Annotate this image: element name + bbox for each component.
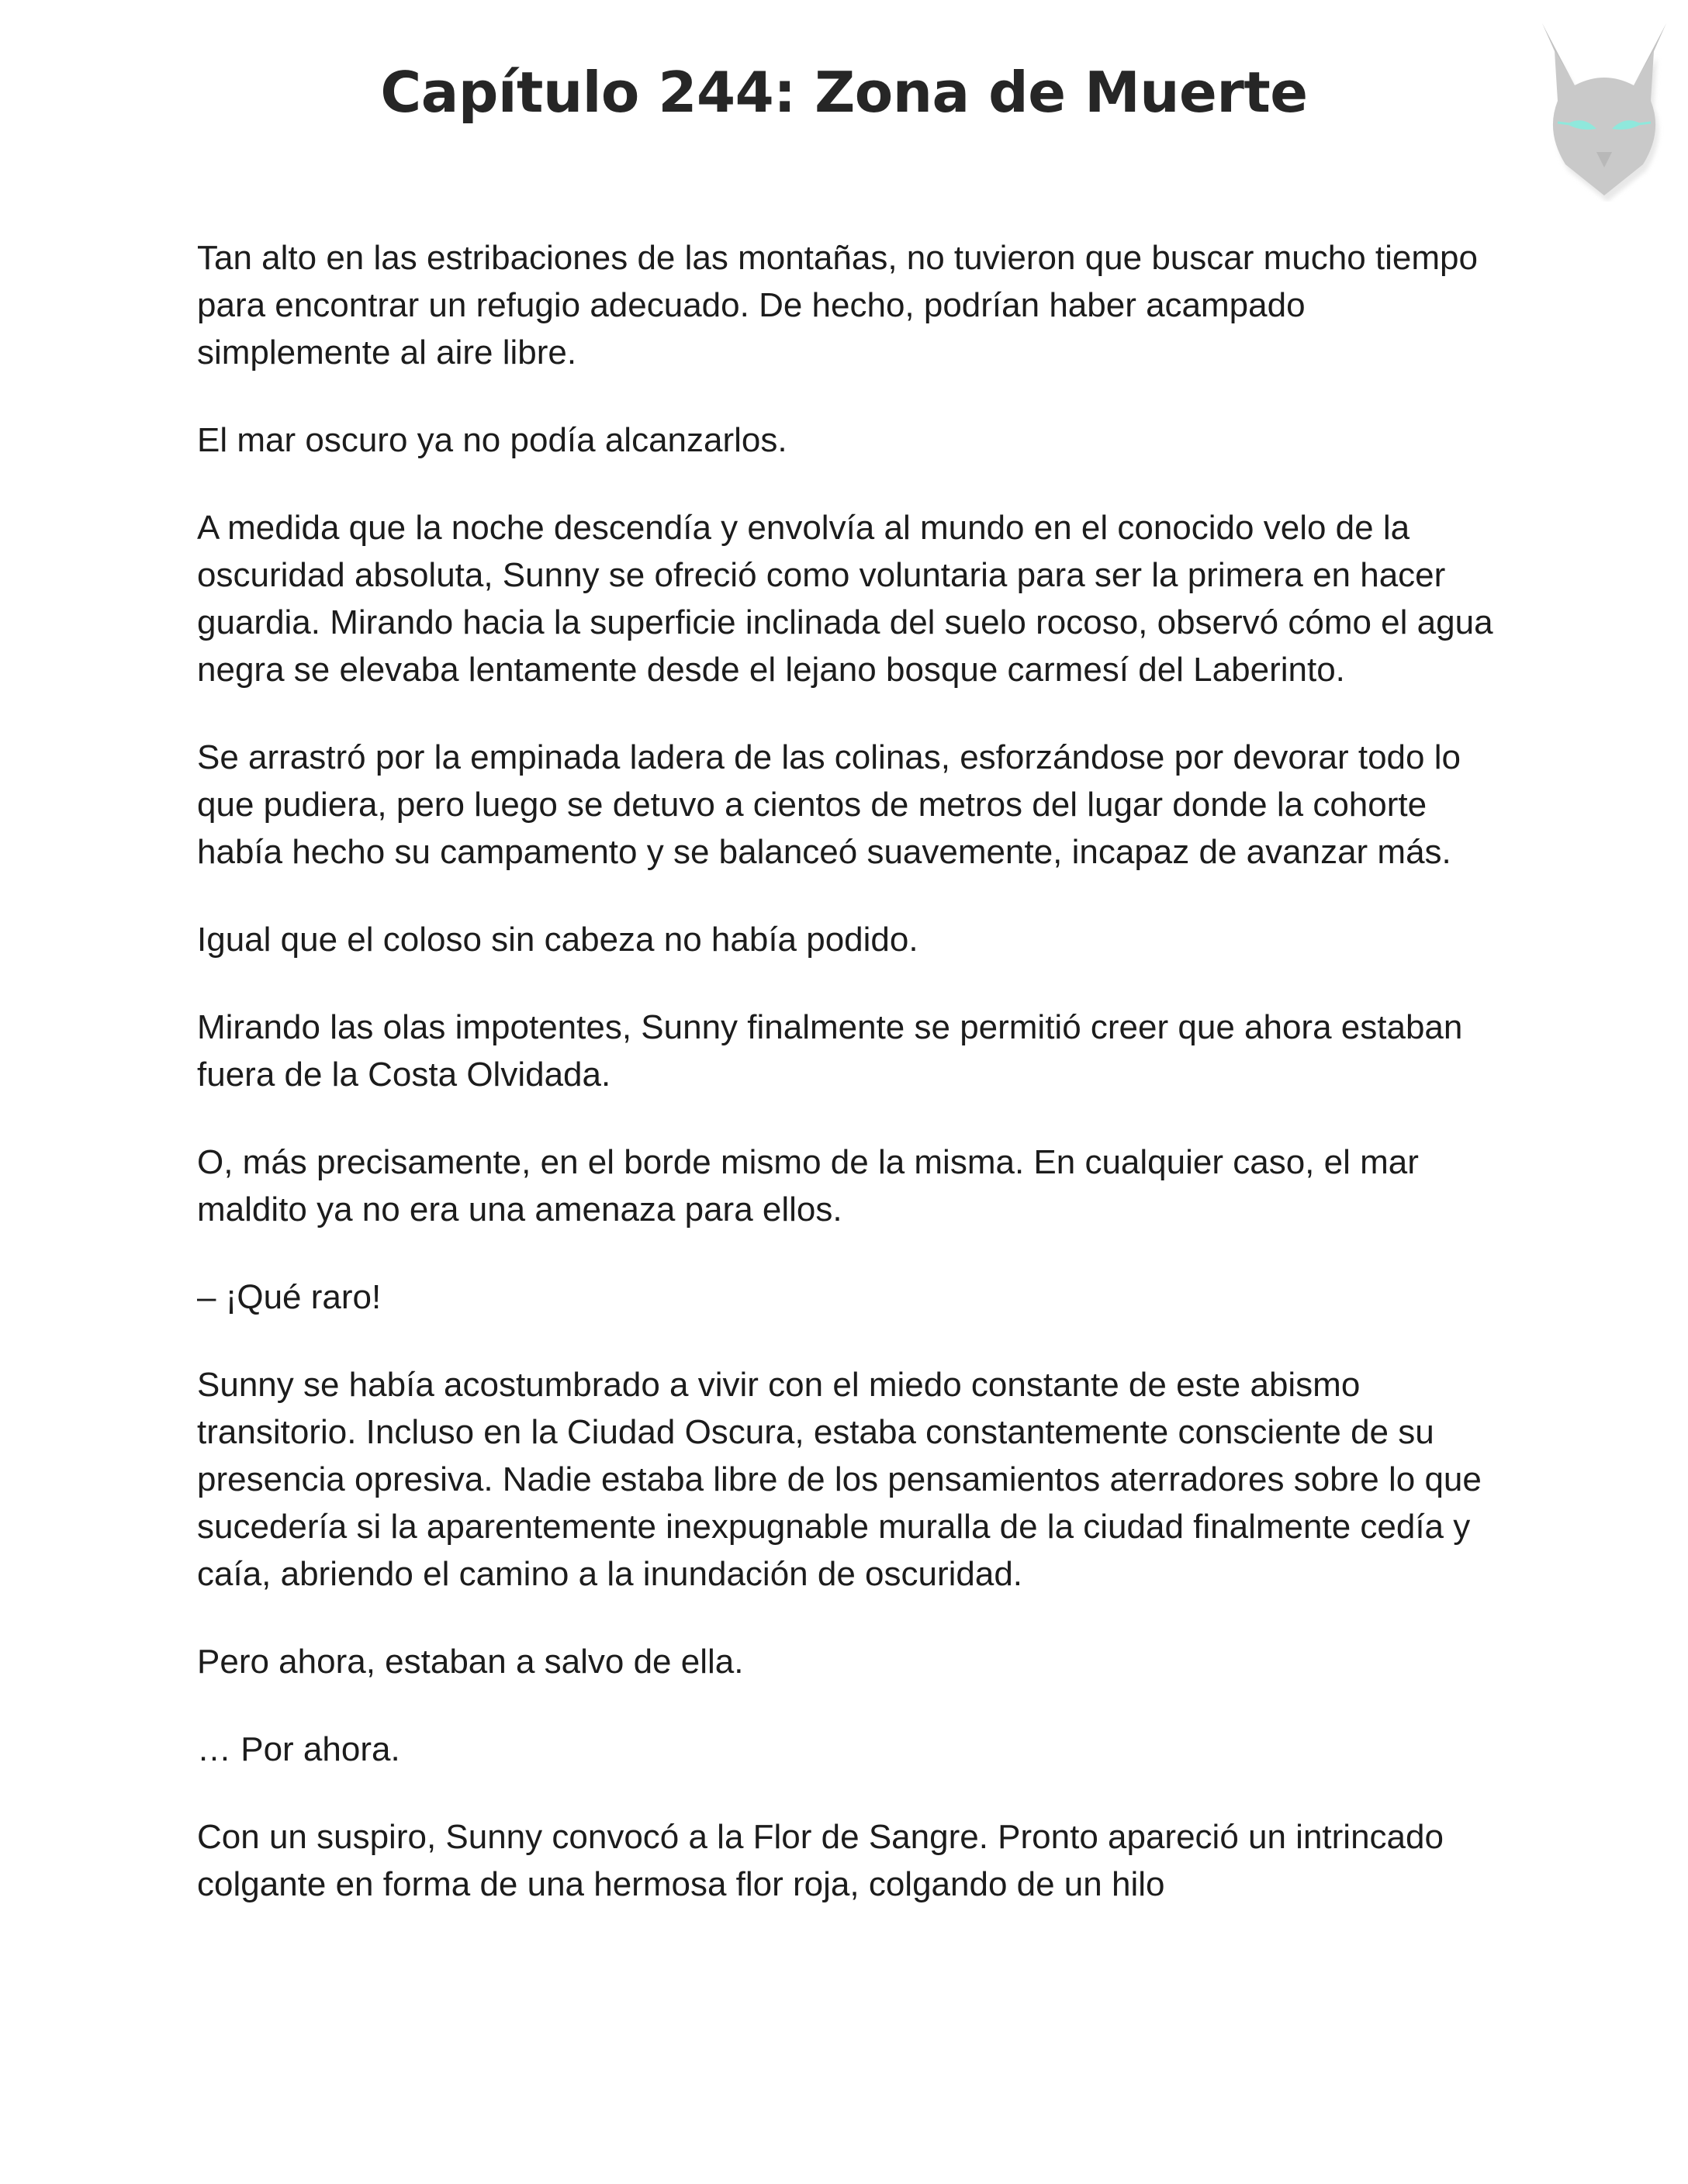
paragraph: Con un suspiro, Sunny convocó a la Flor de Sangre. Pronto apareció un intrincado colgante en forma de una hermosa flor roja, colgando de un hilo	[197, 1818, 1444, 1903]
paragraph: – ¡Qué raro!	[197, 1278, 382, 1316]
paragraph: Sunny se había acostumbrado a vivir con el miedo constante de este abismo transitorio. Incluso en la Ciudad Oscura, estaba constantemente consciente de su presencia opresiva. Nadie estaba libre de los pensamientos aterradores sobre lo que sucedería si la aparentemente inexpugnable muralla de la ciudad finalmente cedía y caía, abriendo el camino a la inundación de oscuridad.	[197, 1366, 1482, 1593]
paragraph: A medida que la noche descendía y envolvía al mundo en el conocido velo de la oscuridad absoluta, Sunny se ofreció como voluntaria para ser la primera en hacer guardia. Mirando hacia la superficie inclinada del suelo rocoso, observó cómo el agua negra se elevaba lentamente desde el lejano bosque carmesí del Laberinto.	[197, 509, 1493, 689]
paragraph: Pero ahora, estaban a salvo de ella.	[197, 1643, 744, 1681]
chapter-body	[197, 234, 1500, 1948]
paragraph: O, más precisamente, en el borde mismo de la misma. En cualquier caso, el mar maldito ya no era una amenaza para ellos.	[197, 1143, 1419, 1228]
paragraph: … Por ahora.	[197, 1730, 400, 1768]
demon-head-icon	[1527, 16, 1682, 202]
paragraph: El mar oscuro ya no podía alcanzarlos.	[197, 421, 787, 459]
paragraph: Se arrastró por la empinada ladera de las colinas, esforzándose por devorar todo lo que pudiera, pero luego se detuvo a cientos de metros del lugar donde la cohorte había hecho su campamento y se balanceó suavemente, incapaz de avanzar más.	[197, 738, 1461, 871]
paragraph: Igual que el coloso sin cabeza no había podido.	[197, 921, 918, 959]
paragraph: Tan alto en las estribaciones de las montañas, no tuvieron que buscar mucho tiempo para encontrar un refugio adecuado. De hecho, podrían haber acampado simplemente al aire libre.	[197, 239, 1478, 371]
chapter-title: Capítulo 244: Zona de Muerte	[380, 60, 1308, 125]
paragraph: Mirando las olas impotentes, Sunny finalmente se permitió creer que ahora estaban fuera de la Costa Olvidada.	[197, 1008, 1463, 1094]
